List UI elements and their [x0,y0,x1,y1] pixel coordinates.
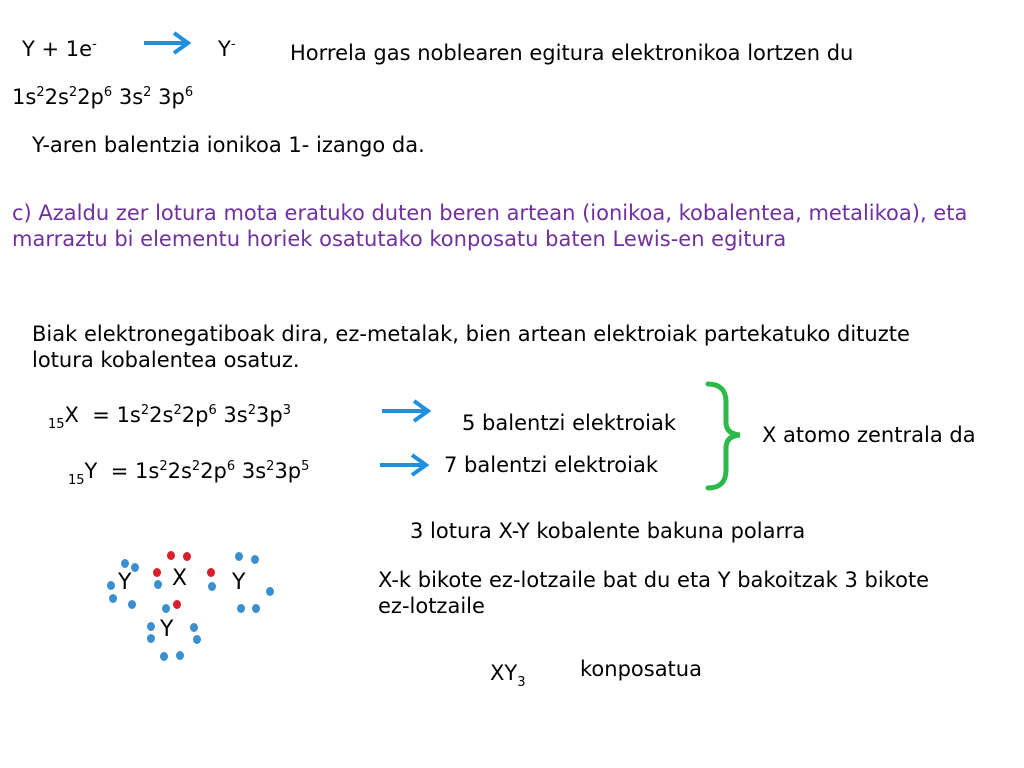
reaction-rhs: Y- [218,37,236,61]
lewis-atom-x: X [172,566,188,591]
central-atom-text: X atomo zentrala da [762,423,976,447]
electron-dot [235,552,243,561]
electron-dot [207,568,215,577]
noble-gas-text: Horrela gas noblearen egitura elektronikoa lortzen du [290,41,854,65]
electron-dot [160,652,168,661]
electron-dot [167,551,175,560]
electron-dot [128,600,136,609]
electron-dot [176,651,184,660]
bonds-text: 3 lotura X-Y kobalente bakuna polarra [410,519,806,543]
arrow-icon [376,452,434,478]
question-c: c) Azaldu zer lotura mota eratuko duten beren artean (ionikoa, kobalentea, metalikoa), eta marraztu bi elementu horiek osatutako konposatu baten Lewis-en egitura [12,201,968,252]
electron-dot [266,587,274,596]
x-config: $_{15}X = 1s^22s^22p^6$ $3s^23p^3$ [48,403,291,432]
arrow-icon [140,30,196,56]
electron-dot [237,604,245,613]
electron-dot [252,604,260,613]
compound-label: konposatua [580,657,702,681]
electron-dot [173,600,181,609]
y-config: $_{15}Y = 1s^22s^22p^6$ $3s^23p^5$ [68,459,310,488]
electron-dot [193,635,201,644]
electron-dot [147,634,155,643]
reaction-lhs: Y + 1e- [22,37,97,61]
lewis-atom-y-left: Y [118,570,132,595]
bracket-icon [700,378,760,496]
electron-dot [190,623,198,632]
y-valence-text: 7 balentzi elektroiak [444,453,659,477]
electron-dot [208,582,216,591]
valence-text: Y-aren balentzia ionikoa 1- izango da. [32,133,425,157]
arrow-icon [378,398,436,424]
electron-dot [153,568,161,577]
compound-formula: $XY_3$ [490,661,526,690]
electron-dot [109,594,117,603]
lewis-atom-y-right: Y [232,570,246,595]
electron-dot [121,559,129,568]
electron-dot [154,580,162,589]
electron-dot [251,555,259,564]
electron-dot [162,604,170,613]
electron-dot [147,622,155,631]
lewis-atom-y-bottom: Y [160,617,174,642]
lone-pairs-text: X-k bikote ez-lotzaile bat du eta Y bakoitzak 3 bikote ez-lotzaile [378,568,930,619]
electron-dot [107,581,115,590]
electron-config: $1s^22s^22p^6$ $3s^2$ $3p^6$ [12,85,194,109]
electron-dot [183,552,191,561]
x-valence-text: 5 balentzi elektroiak [462,411,677,435]
electron-dot [131,563,139,572]
answer-intro: Biak elektronegatiboak dira, ez-metalak, bien artean elektroiak partekatuko dituzte lotura kobalentea osatuz. [32,322,910,373]
